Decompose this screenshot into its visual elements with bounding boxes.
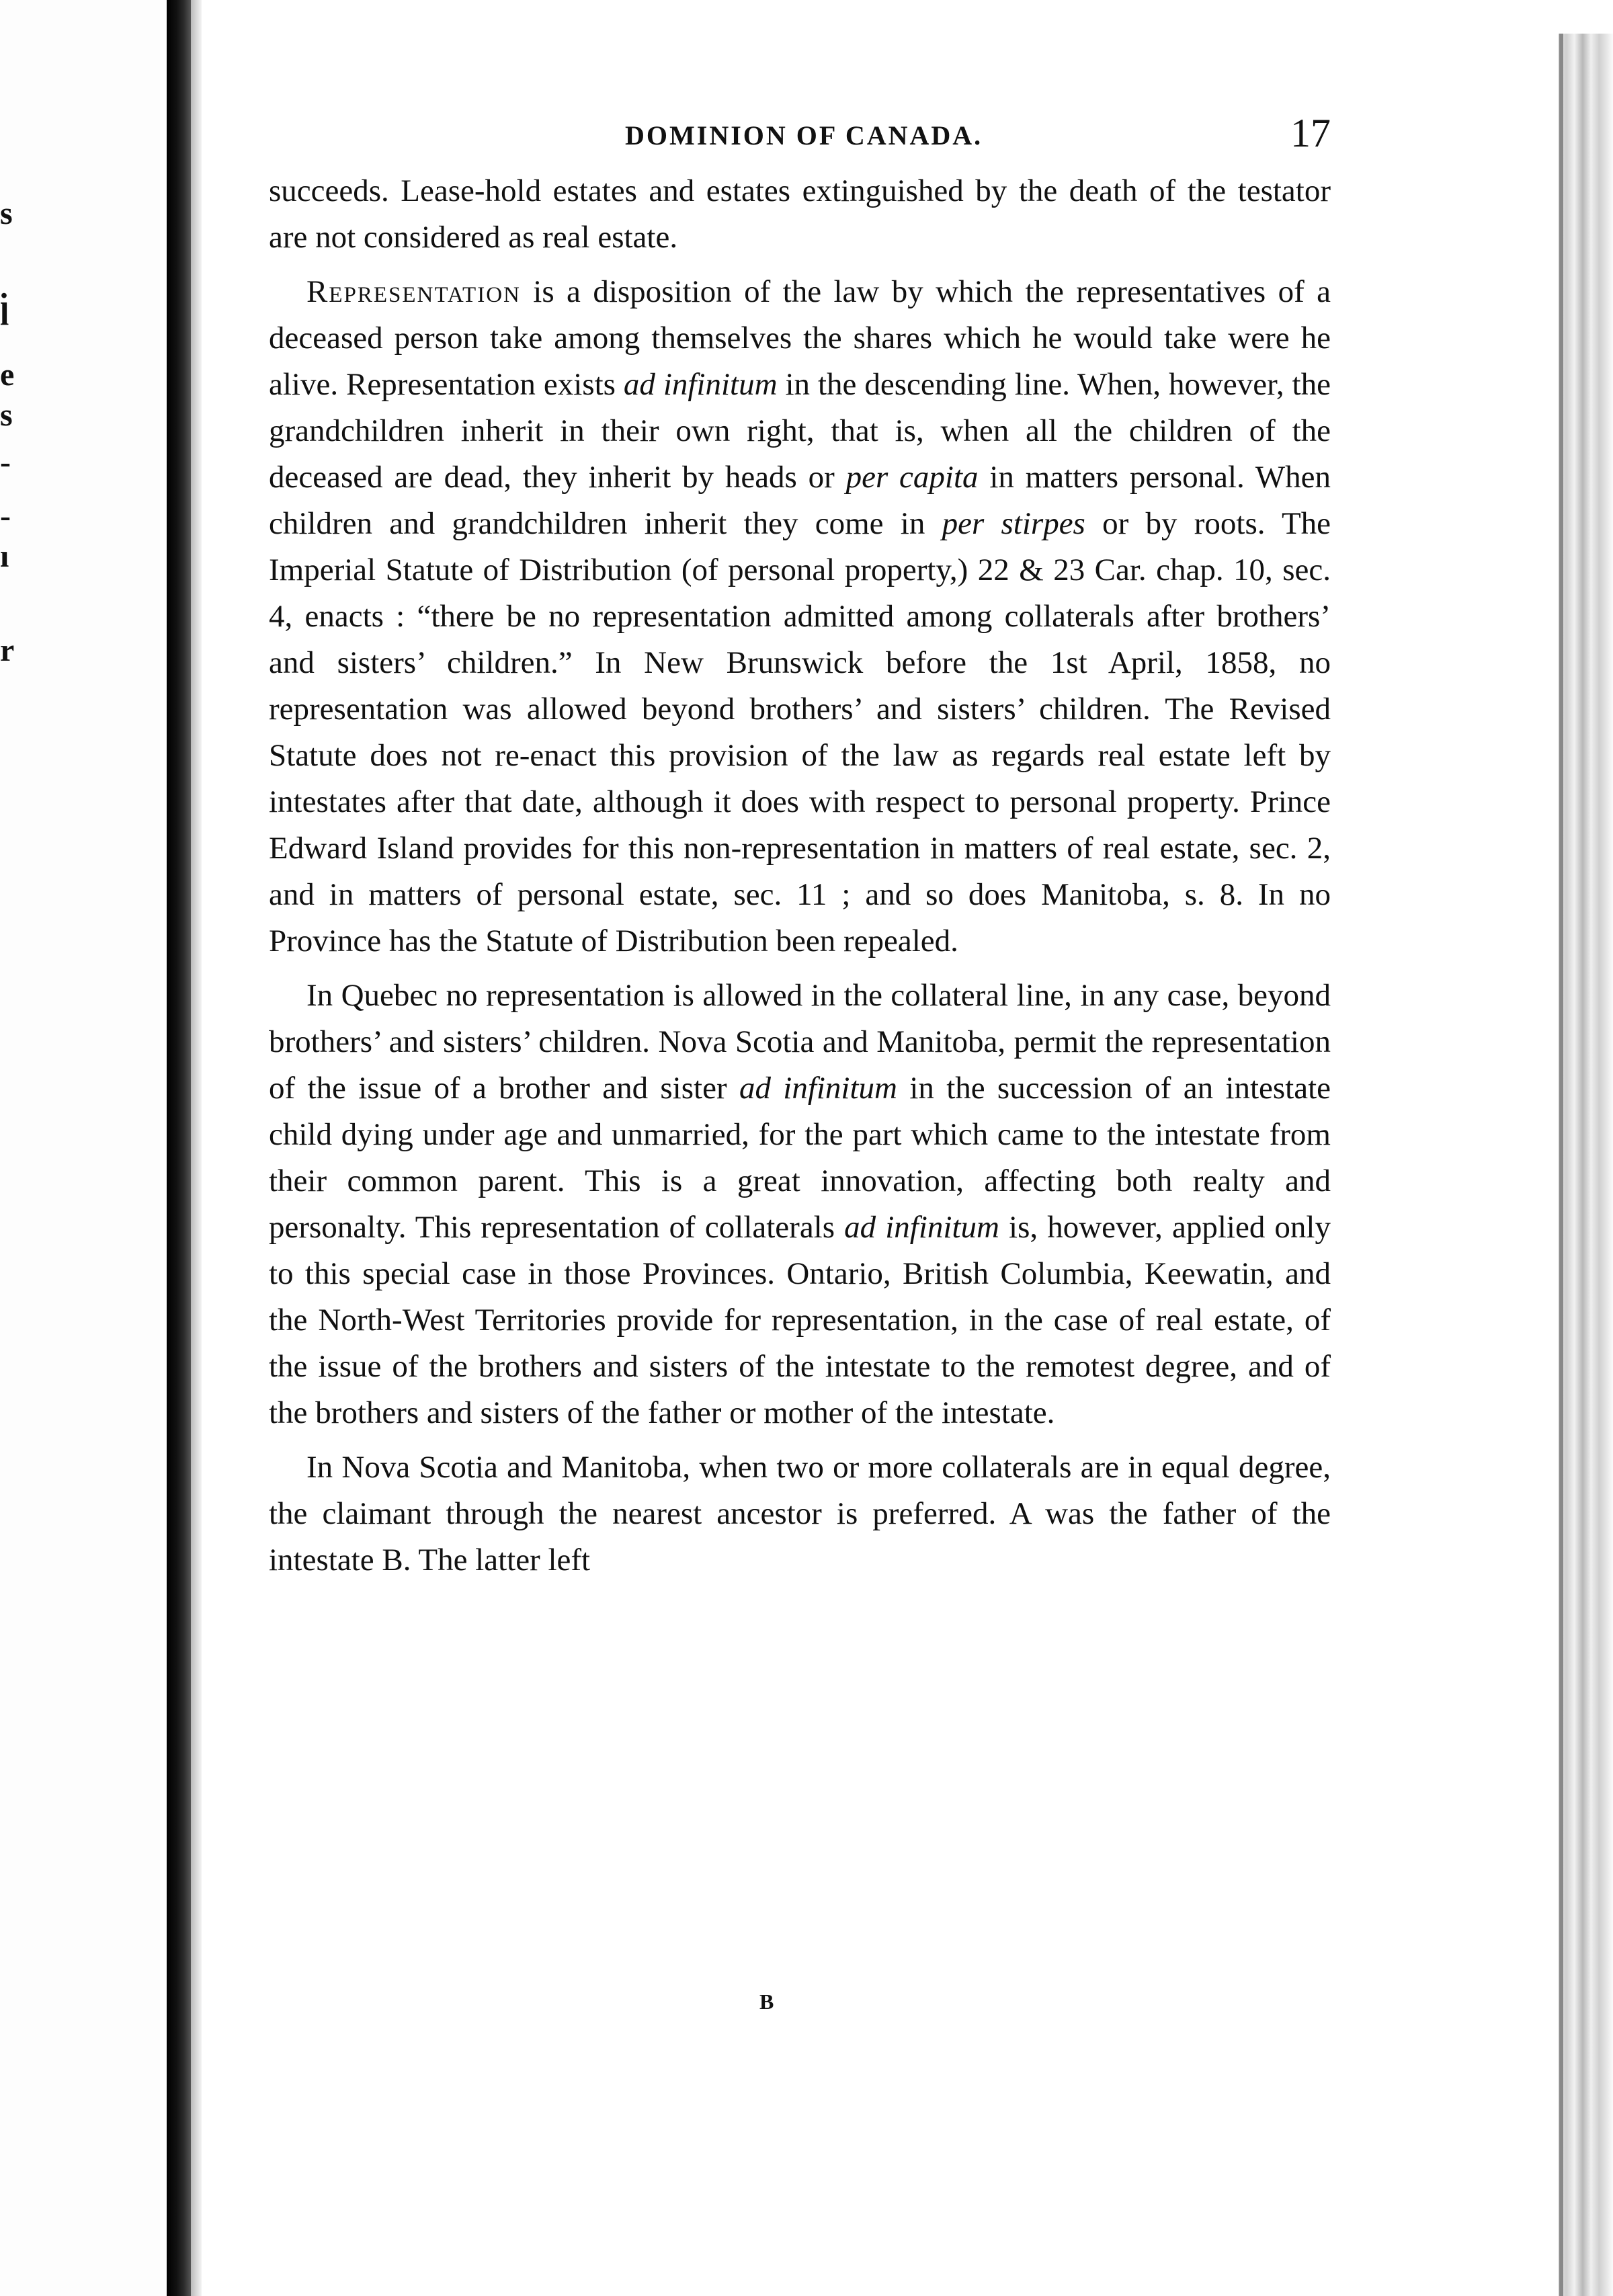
signature-mark: B <box>759 1990 774 2014</box>
gutter-shadow <box>191 0 202 2296</box>
book-gutter <box>167 0 191 2296</box>
left-edge-letter: - <box>0 444 11 480</box>
text-segment: ad infinitum <box>623 367 778 402</box>
paragraph-3 <box>269 1444 1331 1584</box>
text-segment: in the descending line. When, however, the grandchildren inherit in their own right, that is, when all the children of the deceased are dead, they inherit by heads or <box>269 367 1331 495</box>
left-edge-letter: r <box>0 632 15 668</box>
text-segment: per capita <box>845 460 979 495</box>
text-segment: ad infinitum <box>844 1210 999 1245</box>
text-segment: is, however, applied only to this special case in those Provinces. Ontario, British Columbia, Keewatin, and the North-West Territories provide for representation, in the case of real estate, of the issue of the brothers and sisters of the intestate to the remotest degree, and of the brothers and sisters of the father or mother of the intestate. <box>269 1210 1331 1430</box>
text-segment: is a disposition of the law by which the representatives of a deceased person take among themselves the shares which he would take were he alive. Representation exists <box>269 274 1331 402</box>
text-segment: or by roots. The Imperial Statute of Distribution (of personal property,) 22 & 23 Car. chap. 10, sec. 4, enacts : “there be no representation admitted among collaterals after brothers’ and sisters’ children.” In New Brunswick before the 1st April, 1858, no representation was allowed beyond brothers’ and sisters’ children. The Revised Statute does not re-enact this provision of the law as regards real estate left by intestates after that date, although it does with respect to personal property. Prince Edward Island provides for this non-representation in matters of real estate, sec. 2, and in matters of personal estate, sec. 11 ; and so does Manitoba, s. 8. In no Province has the Statute of Distribution been repealed. <box>269 506 1331 958</box>
right-edge-top <box>1558 0 1613 34</box>
page-edge-line <box>1559 34 1563 2296</box>
left-edge-letter: s <box>0 196 13 231</box>
text-segment: In Nova Scotia and Manitoba, when two or more collaterals are in equal degree, the claimant through the nearest ancestor is preferred. A was the father of the intestate B. The latter left <box>269 1450 1331 1577</box>
text-segment: ad infinitum <box>739 1071 897 1106</box>
left-edge-letter: ı <box>0 538 9 574</box>
text-segment: in matters personal. When children and grandchildren inherit they come in <box>269 460 1331 541</box>
left-page-sliver <box>0 0 167 2296</box>
text-segment: In Quebec no representation is allowed in the collateral line, in any case, beyond brothers’ and sisters’ children. Nova Scotia and Manitoba, permit the representation of the issue of a brother and sister <box>269 978 1331 1106</box>
book-page <box>269 108 1331 1584</box>
body-text <box>269 168 1331 1584</box>
running-title: DOMINION OF CANADA. <box>625 120 983 151</box>
left-edge-letter: s <box>0 397 13 433</box>
text-segment: Representation <box>306 274 521 309</box>
text-segment: per stirpes <box>942 506 1085 541</box>
running-head <box>269 108 1331 168</box>
left-page-edge-letters <box>0 0 20 2296</box>
left-edge-letter: l <box>0 296 9 332</box>
paragraph-2 <box>269 973 1331 1436</box>
page-stack-edge <box>1558 34 1613 2296</box>
paragraph-0 <box>269 168 1331 261</box>
text-segment: succeeds. Lease-hold estates and estates extinguished by the death of the testator are not considered as real estate. <box>269 173 1331 255</box>
left-edge-letter: . <box>0 270 8 305</box>
left-edge-letter: - <box>0 498 11 534</box>
left-edge-letter: e <box>0 357 15 393</box>
paragraph-1 <box>269 269 1331 965</box>
page-number: 17 <box>1290 111 1331 155</box>
text-segment: in the succession of an intestate child dying under age and unmarried, for the part which came to the intestate from their common parent. This is a great innovation, affecting both realty and personalty. This representation of collaterals <box>269 1071 1331 1245</box>
